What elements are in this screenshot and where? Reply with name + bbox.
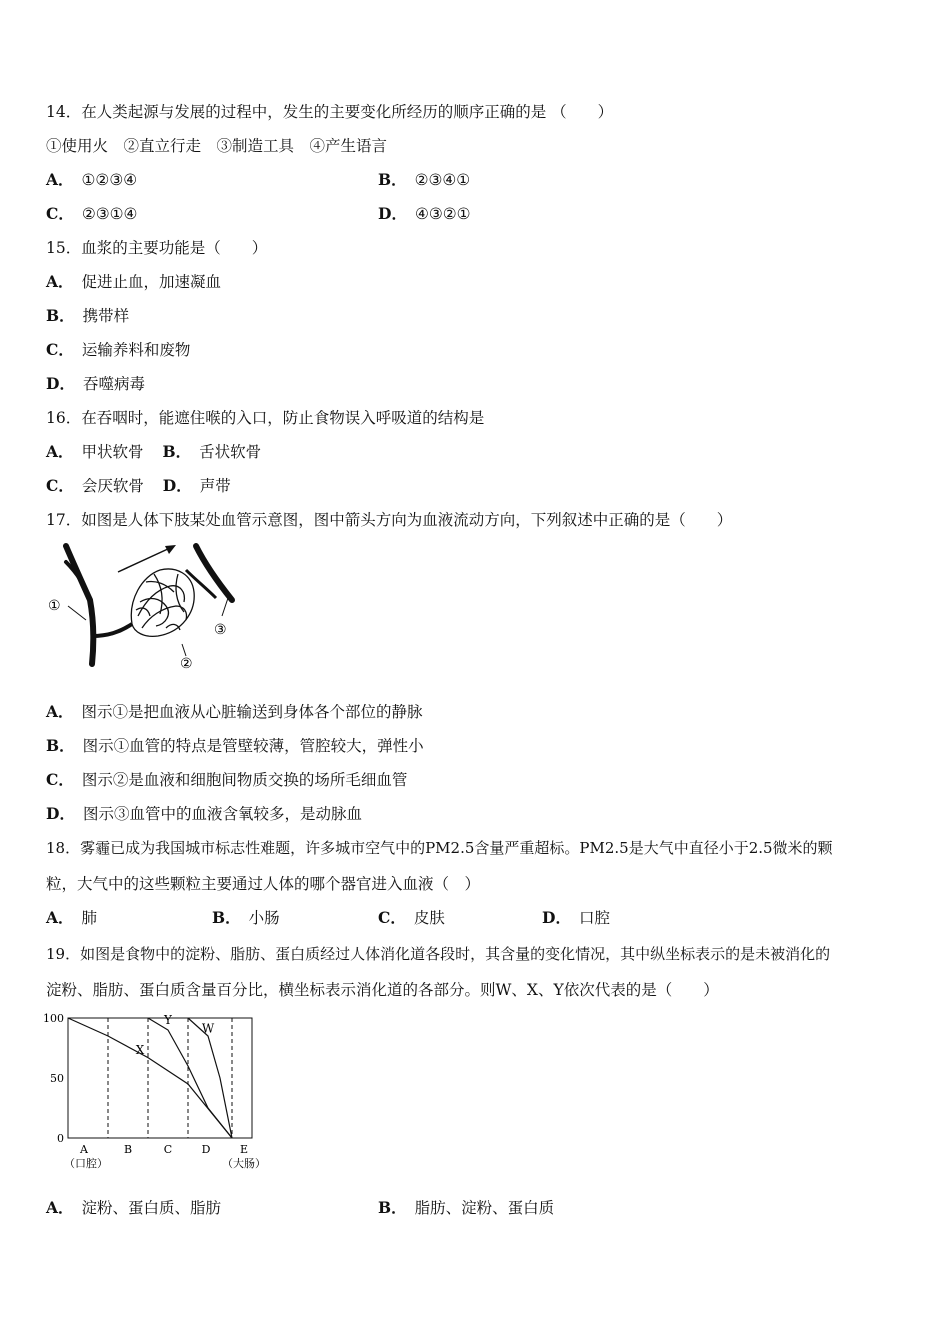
q18-option-b[interactable]: B． 小肠	[212, 908, 280, 927]
blood-vessel-figure	[46, 540, 246, 674]
label-1: ①	[48, 598, 61, 614]
y-tick-label: 100	[43, 1012, 64, 1025]
q17-option-b[interactable]: B． 图示①血管的特点是管壁较薄，管腔较大，弹性小	[46, 736, 424, 755]
x-category-label: B	[123, 1143, 133, 1156]
leader-1	[68, 606, 86, 620]
x-category-label: A	[80, 1143, 88, 1156]
q19-option-a[interactable]: A． 淀粉、蛋白质、脂肪	[46, 1198, 222, 1217]
x-category-label: C	[163, 1143, 173, 1156]
q18-option-c[interactable]: C． 皮肤	[378, 908, 445, 927]
q14-option-c[interactable]: C． ②③①④	[46, 204, 138, 223]
q18-option-d[interactable]: D． 口腔	[542, 908, 610, 927]
q14-items: ①使用火 ②直立行走 ③制造工具 ④产生语言	[46, 137, 388, 155]
y-tick-label: 0	[57, 1132, 64, 1145]
series-x-label: X	[135, 1043, 145, 1057]
q14-option-b[interactable]: B． ②③④①	[378, 170, 471, 189]
q17-option-c[interactable]: C． 图示②是血液和细胞间物质交换的场所毛细血管	[46, 770, 408, 789]
series-y-label: Y	[164, 1013, 172, 1027]
capillary-network	[131, 569, 194, 636]
q16-options-row1	[46, 442, 261, 462]
x-category-note: （大肠）	[222, 1157, 266, 1170]
y-tick-label: 50	[50, 1072, 64, 1085]
q16-option-c[interactable]: C． 会厌软骨	[46, 476, 144, 495]
label-2: ②	[180, 656, 193, 672]
flow-arrow-line	[118, 548, 170, 572]
q14-option-d[interactable]: D． ④③②①	[378, 204, 471, 223]
q19-option-b[interactable]: B． 脂肪、淀粉、蛋白质	[378, 1198, 555, 1217]
q16-option-b[interactable]: B． 舌状软骨	[162, 442, 262, 461]
q17-option-a[interactable]: A． 图示①是把血液从心脏输送到身体各个部位的静脉	[46, 702, 423, 721]
q14-stem: 14．在人类起源与发展的过程中，发生的主要变化所经历的顺序正确的是 （ ）	[46, 103, 614, 121]
q16-option-a[interactable]: A． 甲状软骨	[46, 442, 144, 461]
series-w-line	[188, 1018, 232, 1138]
vessel-3	[196, 546, 232, 600]
q15-option-c[interactable]: C． 运输养料和废物	[46, 340, 191, 359]
q16-options-row2	[46, 476, 231, 496]
q15-option-d[interactable]: D． 吞噬病毒	[46, 374, 145, 393]
series-w-label: W	[201, 1021, 215, 1036]
q18-option-a[interactable]: A． 肺	[46, 908, 98, 927]
x-category-label: D	[201, 1143, 211, 1156]
q15-option-b[interactable]: B． 携带样	[46, 306, 130, 325]
q19-stem-line1: 19．如图是食物中的淀粉、脂肪、蛋白质经过人体消化道各段时，其含量的变化情况，其中纵坐标表示的是未被消化的	[46, 945, 831, 963]
x-category-note: （口腔）	[64, 1157, 108, 1170]
q17-option-d[interactable]: D． 图示③血管中的血液含氧较多，是动脉血	[46, 804, 362, 823]
q15-stem: 15．血浆的主要功能是（ ）	[46, 239, 268, 257]
label-3: ③	[214, 622, 227, 638]
vessel-1-link	[92, 624, 132, 636]
q18-stem-line1: 18．雾霾已成为我国城市标志性难题，许多城市空气中的PM2.5含量严重超标。PM2.5是大气中直径小于2.5微米的颗	[46, 839, 833, 857]
q16-option-d[interactable]: D． 声带	[162, 476, 231, 495]
plot-frame	[68, 1018, 252, 1138]
q14-option-a[interactable]: A． ①②③④	[46, 170, 138, 189]
q18-stem-line2: 粒，大气中的这些颗粒主要通过人体的哪个器官进入血液（ ）	[46, 875, 481, 893]
x-category-label: E	[239, 1143, 249, 1156]
digestion-chart	[40, 1008, 270, 1172]
q15-option-a[interactable]: A． 促进止血，加速凝血	[46, 272, 222, 291]
q17-stem: 17．如图是人体下肢某处血管示意图，图中箭头方向为血液流动方向，下列叙述中正确的是（ ）	[46, 511, 733, 529]
leader-3	[222, 598, 228, 616]
q16-stem: 16．在吞咽时，能遮住喉的入口，防止食物误入呼吸道的结构是	[46, 409, 485, 427]
q19-stem-line2: 淀粉、脂肪、蛋白质含量百分比，横坐标表示消化道的各部分。则W、X、Y依次代表的是（ ）	[46, 981, 719, 999]
leader-2	[182, 644, 186, 656]
